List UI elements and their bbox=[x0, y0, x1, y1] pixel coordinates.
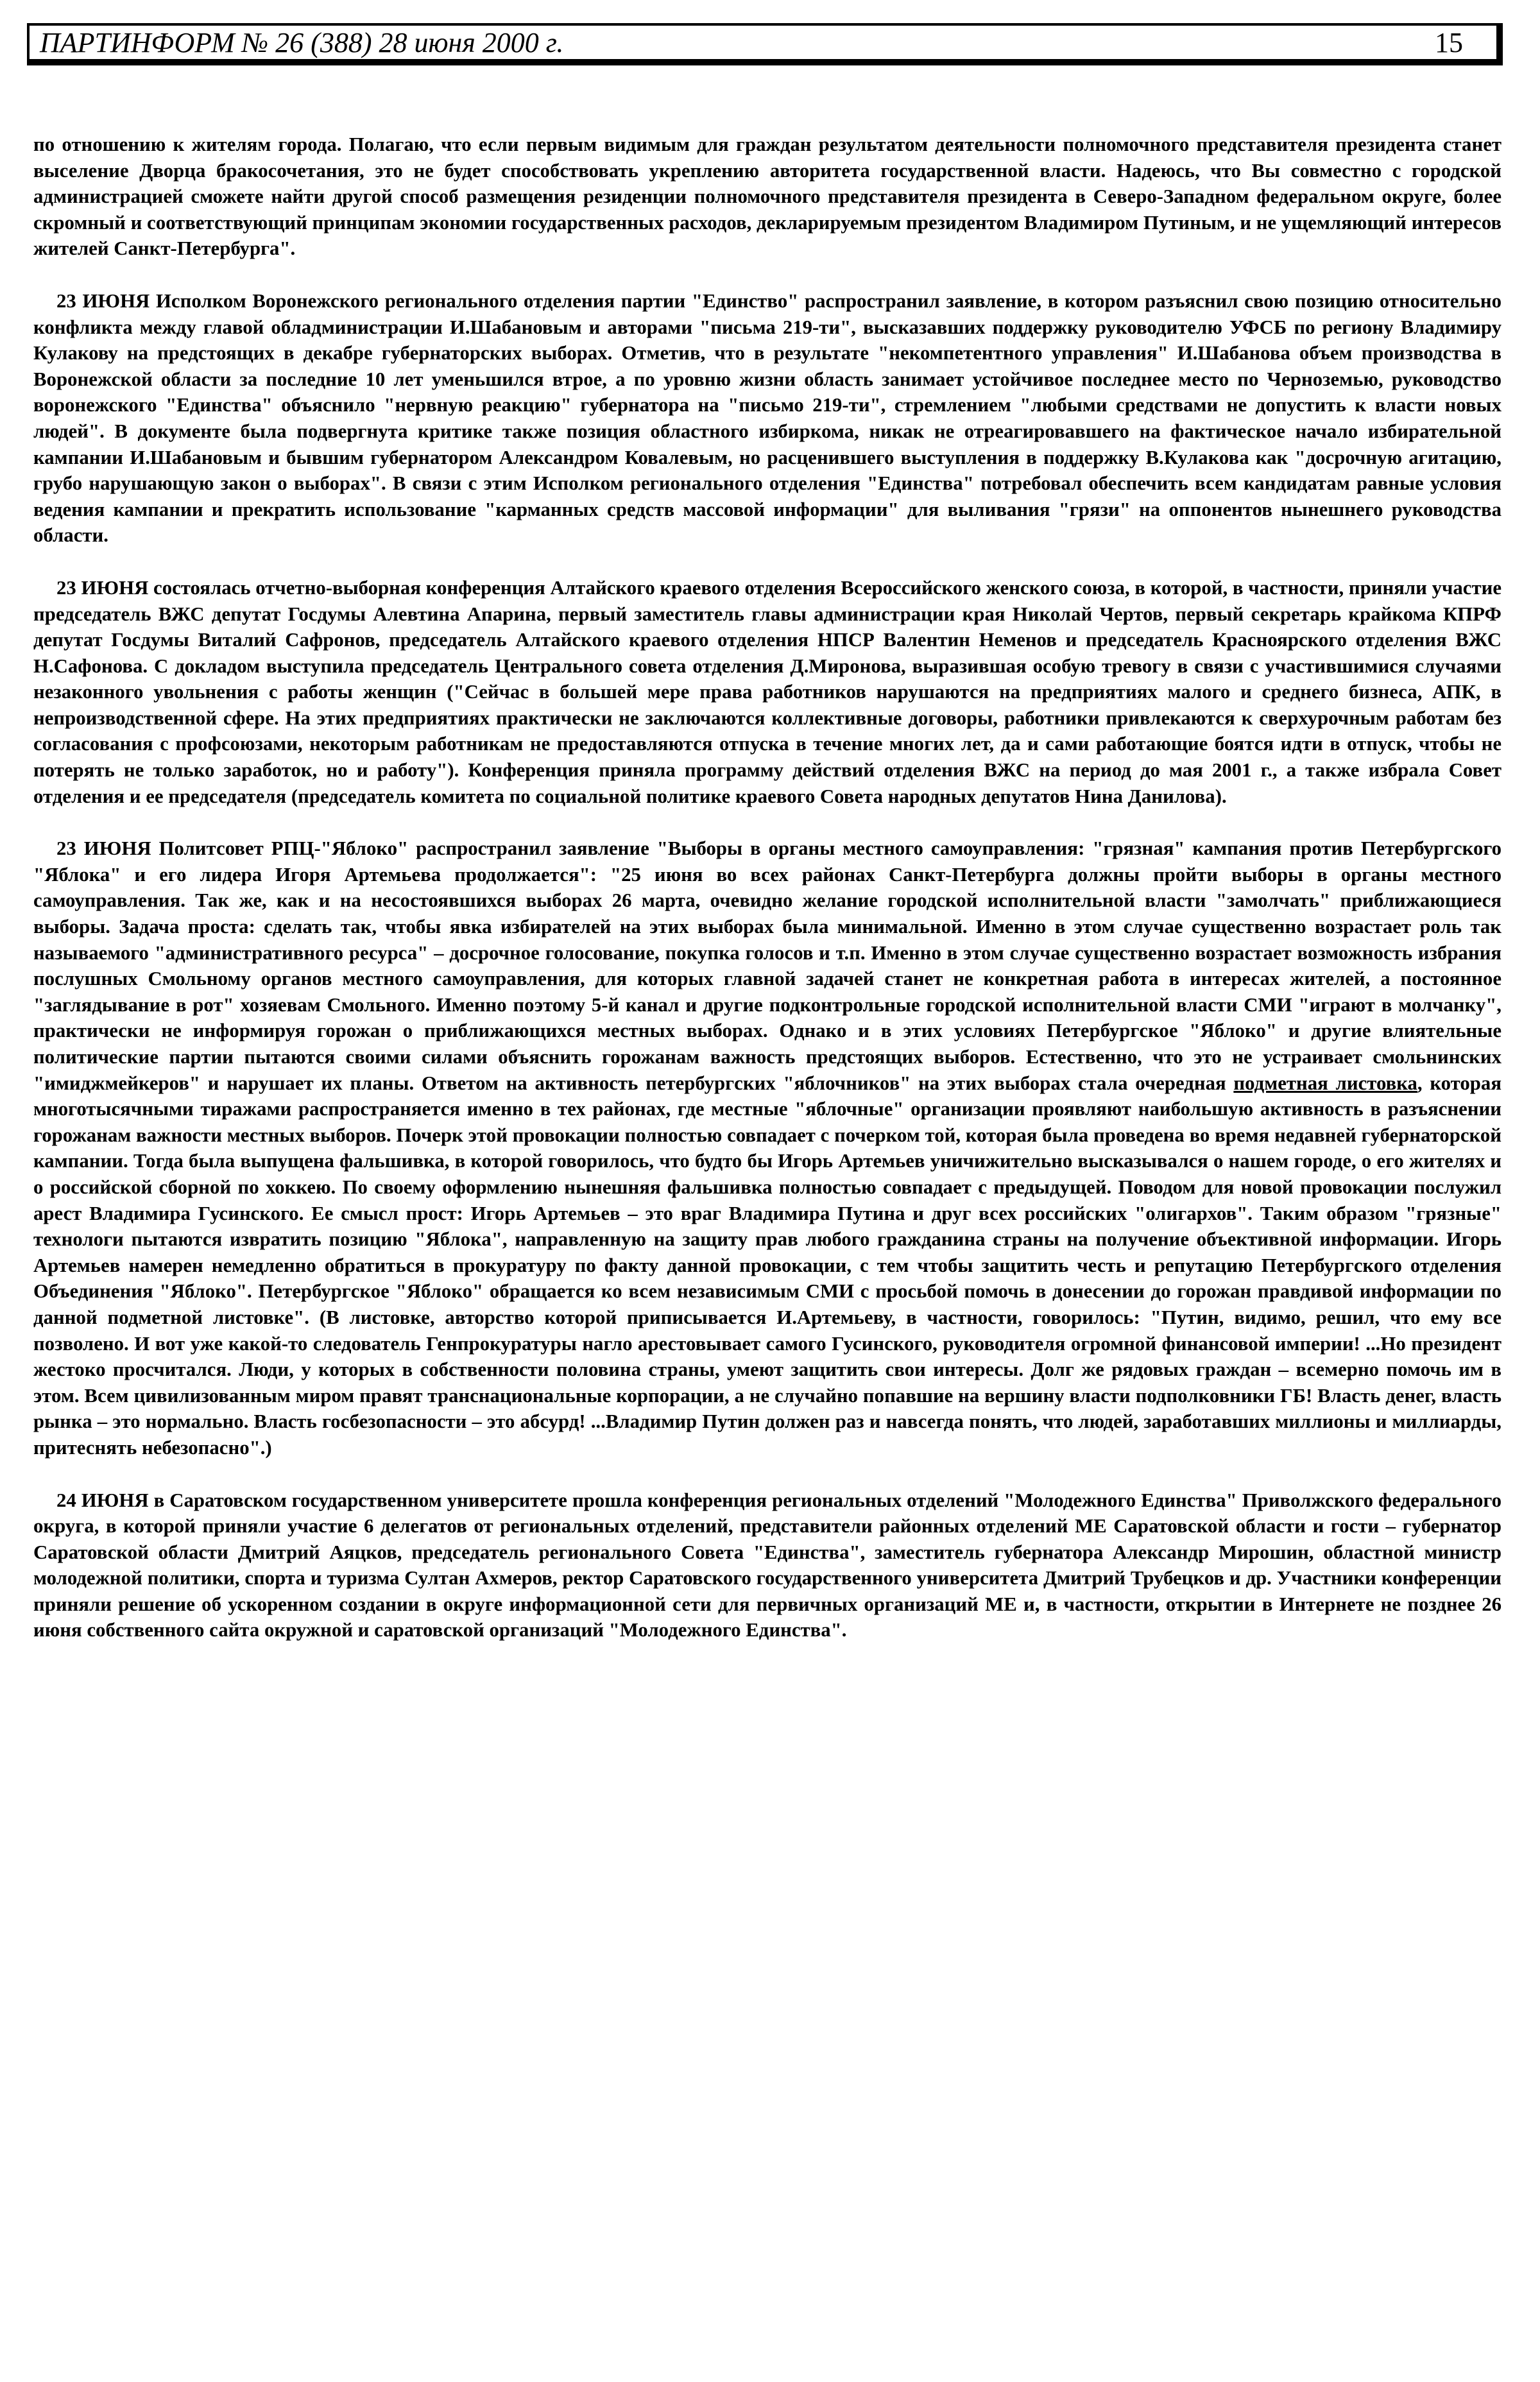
paragraph-continuation bbox=[33, 132, 1502, 262]
paragraph-text-after: , которая многотысячными тиражами распространяется именно в тех районах, где местные "яблочные" организации проявляют наибольшую активность в разъяснении горожанам важности местных выборов. Почерк этой провокации полностью совпадает с почерком той, которая была проведена во время недавней губернаторской кампании. Тогда была выпущена фальшивка, в которой говорилось, что будто бы Игорь Артемьев уничижительно высказывался о нашем городе, о его жителях и о российской сборной по хоккею. По своему оформлению нынешняя фальшивка полностью совпадает с предыдущей. Поводом для новой провокации послужил арест Владимира Гусинского. Ее смысл прост: Игорь Артемьев – это враг Владимира Путина и друг всех российских "олигархов". Таким образом "грязные" технологи пытаются извратить позицию "Яблока", направленную на защиту прав любого гражданина страны на получение объективной информации. Игорь Артемьев намерен немедленно обратиться в прокуратуру по факту данной провокации, с тем чтобы защитить честь и репутацию Петербургского отделения Объединения "Яблоко". Петербургское "Яблоко" обращается ко всем независимым СМИ с просьбой помочь в донесении до горожан правдивой информации по данной подметной листовке". (В листовке, авторство которой приписывается И.Артемьеву, в частности, говорилось: "Путин, видимо, решил, что ему все позволено. И вот уже какой-то следователь Генпрокуратуры нагло арестовывает самого Гусинского, руководителя огромной финансовой империи! ...Но президент жестоко просчитался. Люди, у которых в собственности половина страны, умеют защитить свои интересы. Долг же рядовых граждан – всемерно помочь им в этом. Всем цивилизованным миром правят транснациональные корпорации, а не случайно попавшие на вершину власти подполковники ГБ! Власть денег, власть рынка – это нормально. Власть госбезопасности – это абсурд! ...Владимир Путин должен раз и навсегда понять, что людей, заработавших миллионы и миллиарды, притеснять небезопасно".) bbox=[33, 1072, 1502, 1459]
paragraph-text: 23 ИЮНЯ Политсовет РПЦ-"Яблоко" распространил заявление "Выборы в органы местного самоуправления: "грязная" кампания против Петербургского "Яблока" и его лидера Игоря Артемьева продолжается": "25 июня во всех районах Санкт-Петербурга должны пройти выборы в органы местного самоуправления. Так же, как и на несостоявшихся выборах 26 марта, очевидно желание городской исполнительной власти "замолчать" приближающиеся выборы. Задача проста: сделать так, чтобы явка избирателей на этих выборах была минимальной. Именно в этом случае существенно возрастает роль так называемого "административного ресурса" – досрочное голосование, покупка голосов и т.п. Именно в этом случае существенно возрастает возможность избрания послушных Смольному органов местного самоуправления, для которых главной задачей станет не конкретная работа в интересах жителей, а постоянное "заглядывание в рот" хозяевам Смольного. Именно поэтому 5-й канал и другие подконтрольные городской исполнительной власти СМИ "играют в молчанку", практически не информируя горожан о приближающихся местных выборах. Однако и в этих условиях Петербургское "Яблоко" и другие влиятельные политические партии пытаются своими силами объяснить горожанам важность предстоящих выборов. Естественно, что это не устраивает смольнинских "имиджмейкеров" и нарушает их планы. Ответом на активность петербургских "яблочников" на этих выборах стала очередная bbox=[33, 837, 1502, 1094]
paragraph-saratov bbox=[33, 1487, 1502, 1644]
paragraph-altai bbox=[33, 575, 1502, 809]
page-header bbox=[27, 23, 1503, 65]
page-number: 15 bbox=[1435, 26, 1463, 58]
paragraph-text: 23 ИЮНЯ состоялась отчетно-выборная конференция Алтайского краевого отделения Всероссийского женского союза, в которой, в частности, приняли участие председатель ВЖС депутат Госдумы Алевтина Апарина, первый заместитель главы администрации края Николай Чертов, первый секретарь крайкома КПРФ депутат Госдумы Виталий Сафронов, председатель Алтайского краевого отделения НПСР Валентин Неменов и председатель Красноярского отделения ВЖС Н.Сафонова. С докладом выступила председатель Центрального совета отделения Д.Миронова, выразившая особую тревогу в связи с участившимися случаями незаконного увольнения с работы женщин ("Сейчас в большей мере права работников нарушаются на предприятиях малого и среднего бизнеса, АПК, в непроизводственной сфере. На этих предприятиях практически не заключаются коллективные договоры, работники привлекаются к сверхурочным работам без согласования с профсоюзами, некоторым работникам не предоставляются отпуска в течение многих лет, да и сами работающие боятся идти в отпуск, чтобы не потерять не только заработок, но и работу"). Конференция приняла программу действий отделения ВЖС на период до мая 2001 г., а также избрала Совет отделения и ее председателя (председатель комитета по социальной политике краевого Совета народных депутатов Нина Данилова). bbox=[33, 576, 1502, 807]
underlined-phrase: подметная листовка bbox=[1233, 1072, 1417, 1094]
article-body bbox=[33, 132, 1502, 1670]
publication-title: ПАРТИНФОРМ № 26 (388) 28 июня 2000 г. bbox=[40, 26, 564, 58]
paragraph-voronezh bbox=[33, 288, 1502, 549]
paragraph-text: 24 ИЮНЯ в Саратовском государственном университете прошла конференция региональных отделений "Молодежного Единства" Приволжского федерального округа, в которой приняли участие 6 делегатов от региональных отделений, представители районных отделений МЕ Саратовской области и гости – губернатор Саратовской области Дмитрий Аяцков, председатель регионального Совета "Единства", заместитель губернатора Александр Мирошин, областной министр молодежной политики, спорта и туризма Султан Ахмеров, ректор Саратовского государственного университета Дмитрий Трубецков и др. Участники конференции приняли решение об ускоренном создании в округе информационной сети для первичных организаций МЕ и, в частности, открытии в Интернете не позднее 26 июня собственного сайта окружной и саратовской организаций "Молодежного Единства". bbox=[33, 1489, 1502, 1641]
paragraph-yabloko bbox=[33, 835, 1502, 1461]
paragraph-text: 23 ИЮНЯ Исполком Воронежского регионального отделения партии "Единство" распространил заявление, в котором разъяснил свою позицию относительно конфликта между главой обладминистрации И.Шабановым и авторами "письма 219-ти", высказавших поддержку руководителю УФСБ по региону Владимиру Кулакову на предстоящих в декабре губернаторских выборах. Отметив, что в результате "некомпетентного управления" И.Шабанова объем производства в Воронежской области за последние 10 лет уменьшился втрое, а по уровню жизни область занимает устойчивое последнее место по Черноземью, руководство воронежского "Единства" объяснило "нервную реакцию" губернатора на "письмо 219-ти", стремлением "любыми средствами не допустить к власти новых людей". В документе была подвергнута критике также позиция областного избиркома, никак не отреагировавшего на фактическое начало избирательной кампании И.Шабановым и бывшим губернатором Александром Ковалевым, но расценившего выступления в поддержку В.Кулакова как "досрочную агитацию, грубо нарушающую закон о выборах". В связи с этим Исполком регионального отделения "Единства" потребовал обеспечить всем кандидатам равные условия ведения кампании и прекратить использование "карманных средств массовой информации" для выливания "грязи" на оппонентов нынешнего руководства области. bbox=[33, 289, 1502, 547]
paragraph-text: по отношению к жителям города. Полагаю, что если первым видимым для граждан результатом деятельности полномочного представителя президента станет выселение Дворца бракосочетания, это не будет способствовать укреплению авторитета государственной власти. Надеюсь, что Вы совместно с городской администрацией сможете найти другой способ размещения резиденции полномочного представителя президента в Северо-Западном федеральном округе, более скромный и соответствующий принципам экономии государственных расходов, декларируемым президентом Владимиром Путиным, и не ущемляющий интересов жителей Санкт-Петербурга". bbox=[33, 133, 1502, 260]
